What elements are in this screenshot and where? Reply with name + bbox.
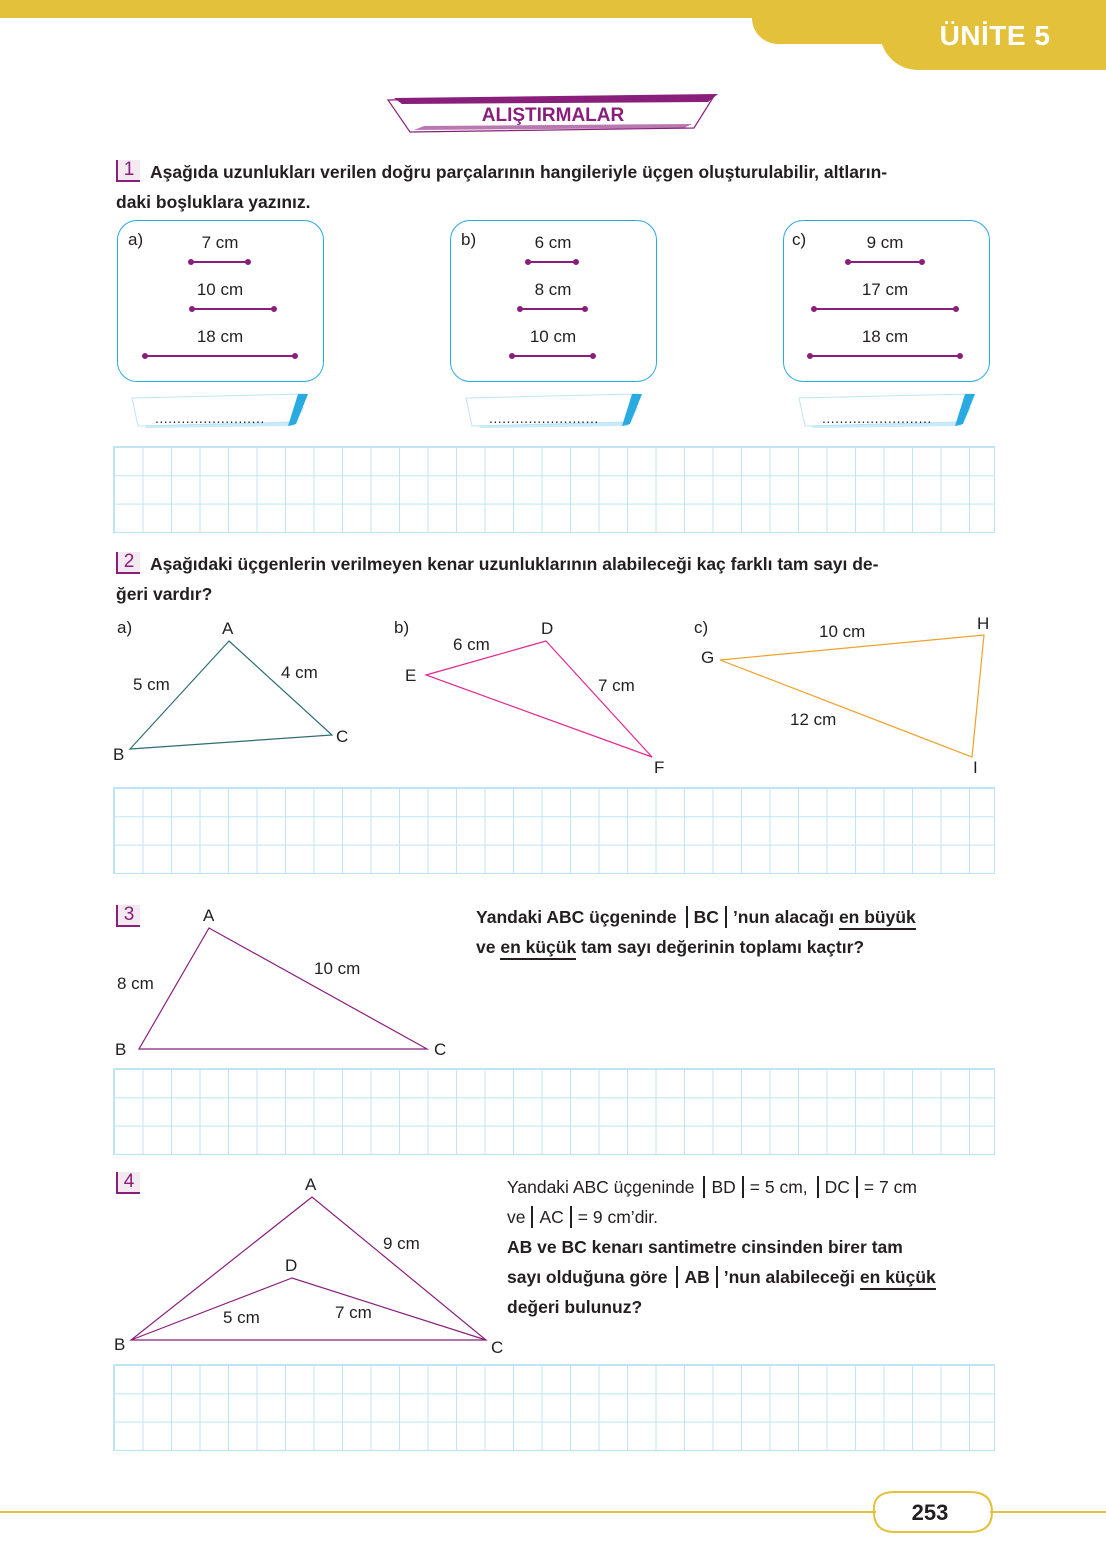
q4-l4b: ’nun alabileceği (723, 1267, 856, 1287)
q4-l1b: = 5 cm, (749, 1177, 808, 1197)
q2a-vertex-b: B (113, 745, 125, 764)
q2-text-line2: ğeri vardır? (116, 584, 213, 604)
box-c-seg2-label: 17 cm (861, 280, 909, 299)
q4-triangle (0, 1180, 500, 1360)
q2c-vertex-h: H (977, 614, 990, 633)
q4-ab: AB (684, 1267, 710, 1287)
q4-side-ac: 9 cm (383, 1234, 420, 1253)
q4-vertex-b: B (114, 1335, 126, 1354)
q2b-vertex-f: F (654, 758, 665, 777)
q3-t1: Yandaki ABC üçgeninde (476, 907, 677, 927)
q1-text-line2: daki boşluklara yazınız. (116, 192, 311, 212)
q2c-side-gh: 10 cm (819, 622, 866, 641)
q4-l2a: ve (507, 1207, 526, 1227)
q3-vertex-c: C (434, 1040, 447, 1059)
q2b-side-df: 7 cm (598, 676, 635, 695)
box-a-seg3-label: 18 cm (196, 327, 244, 346)
q4-l2b: = 9 cm’dir. (577, 1207, 659, 1227)
q2a-vertex-c: C (336, 727, 349, 746)
q3-t6: tam sayı değerinin toplamı kaçtır? (581, 937, 865, 957)
q3-t3-underlined: en büyük (839, 907, 916, 930)
triangle-abc (130, 641, 332, 749)
q4-vertex-c: C (491, 1338, 504, 1357)
q3-t4: ve (476, 937, 496, 957)
work-grid-1[interactable] (113, 446, 995, 533)
box-b-segments (450, 220, 655, 380)
section-title: ALIŞTIRMALAR (481, 105, 625, 126)
box-c-label: c) (792, 230, 807, 249)
q2a-side-ac: 4 cm (281, 663, 318, 682)
q2-text-line1: Aşağıdaki üçgenlerin verilmeyen kenar uzunluklarının alabileceği kaç farklı tam sayı de- (150, 554, 879, 574)
box-b-seg1-label: 6 cm (534, 233, 572, 252)
work-grid-3[interactable] (113, 1068, 995, 1155)
unit-title: ÜNİTE 5 (939, 20, 1051, 51)
q2b-vertex-e: E (405, 666, 417, 685)
q2c-label: c) (694, 618, 709, 637)
q2a-label: a) (117, 618, 133, 637)
q4-dc: DC (824, 1177, 850, 1197)
q3-text-line2 (476, 932, 996, 962)
q4-text-line3: AB ve BC kenarı santimetre cinsinden birer tam (507, 1237, 903, 1257)
question-number-1: 1 (116, 160, 140, 182)
q1-text-line1: Aşağıda uzunlukları verilen doğru parçalarının hangileriyle üçgen oluşturulabilir, altların- (150, 162, 888, 182)
box-a-seg2-label: 10 cm (196, 280, 244, 299)
q4-l1c: = 7 cm (863, 1177, 917, 1197)
q3-bc: BC (693, 907, 719, 927)
q3-text-line1 (476, 902, 996, 932)
unit-tab-shoulder (752, 18, 892, 44)
box-a-label: a) (128, 230, 144, 249)
q2c-vertex-g: G (701, 648, 715, 667)
q4-ac: AC (539, 1207, 564, 1227)
q3-vertex-a: A (203, 906, 215, 925)
answer-blank-c[interactable]: ......................... (822, 410, 932, 426)
box-c-segments (783, 220, 988, 380)
q3-t2: ’nun alacağı (732, 907, 835, 927)
q4-text-line2 (507, 1202, 997, 1232)
q2b-vertex-d: D (541, 619, 554, 638)
question-number-4: 4 (116, 1172, 140, 1194)
page-number: 253 (911, 1500, 949, 1525)
q4-side-dc: 7 cm (335, 1303, 372, 1322)
box-b-seg3-label: 10 cm (529, 327, 577, 346)
q4-l4a: sayı olduğuna göre (507, 1267, 668, 1287)
box-b-label: b) (461, 230, 477, 249)
triangle-def (426, 641, 652, 757)
q4-text-line4 (507, 1262, 997, 1292)
work-grid-4[interactable] (113, 1364, 995, 1451)
q4-side-bd: 5 cm (223, 1308, 260, 1327)
q2c-vertex-i: I (973, 758, 978, 777)
answer-blank-a[interactable]: ......................... (155, 410, 265, 426)
q4-text-line5: değeri bulunuz? (507, 1297, 643, 1317)
q4-bd: BD (711, 1177, 736, 1197)
q2b-label: b) (394, 618, 410, 637)
box-a-segments (117, 220, 322, 380)
q3-triangle (0, 900, 470, 1070)
answer-blank-b[interactable]: ......................... (489, 410, 599, 426)
q4-vertex-d: D (285, 1256, 298, 1275)
box-b-seg2-label: 8 cm (534, 280, 572, 299)
question-number-3: 3 (116, 905, 140, 927)
box-a-seg1-label: 7 cm (201, 233, 239, 252)
q3-side-ab: 8 cm (117, 974, 154, 993)
q2b-side-ed: 6 cm (453, 635, 490, 654)
q3-vertex-b: B (115, 1040, 127, 1059)
q3-side-ac: 10 cm (314, 959, 361, 978)
q3-t5-underlined: en küçük (500, 937, 576, 960)
q2c-side-gi: 12 cm (790, 710, 837, 729)
q2a-vertex-a: A (222, 619, 234, 638)
question-number-2: 2 (116, 552, 140, 574)
q2a-side-ab: 5 cm (133, 675, 170, 694)
q4-text-line1 (507, 1172, 997, 1202)
q4-l1a: Yandaki ABC üçgeninde (507, 1177, 695, 1197)
box-c-seg3-label: 18 cm (861, 327, 909, 346)
triangle-ghi (720, 635, 984, 757)
q4-vertex-a: A (305, 1175, 317, 1194)
q4-l4c-underlined: en küçük (860, 1267, 936, 1290)
work-grid-2[interactable] (113, 787, 995, 874)
box-c-seg1-label: 9 cm (866, 233, 904, 252)
